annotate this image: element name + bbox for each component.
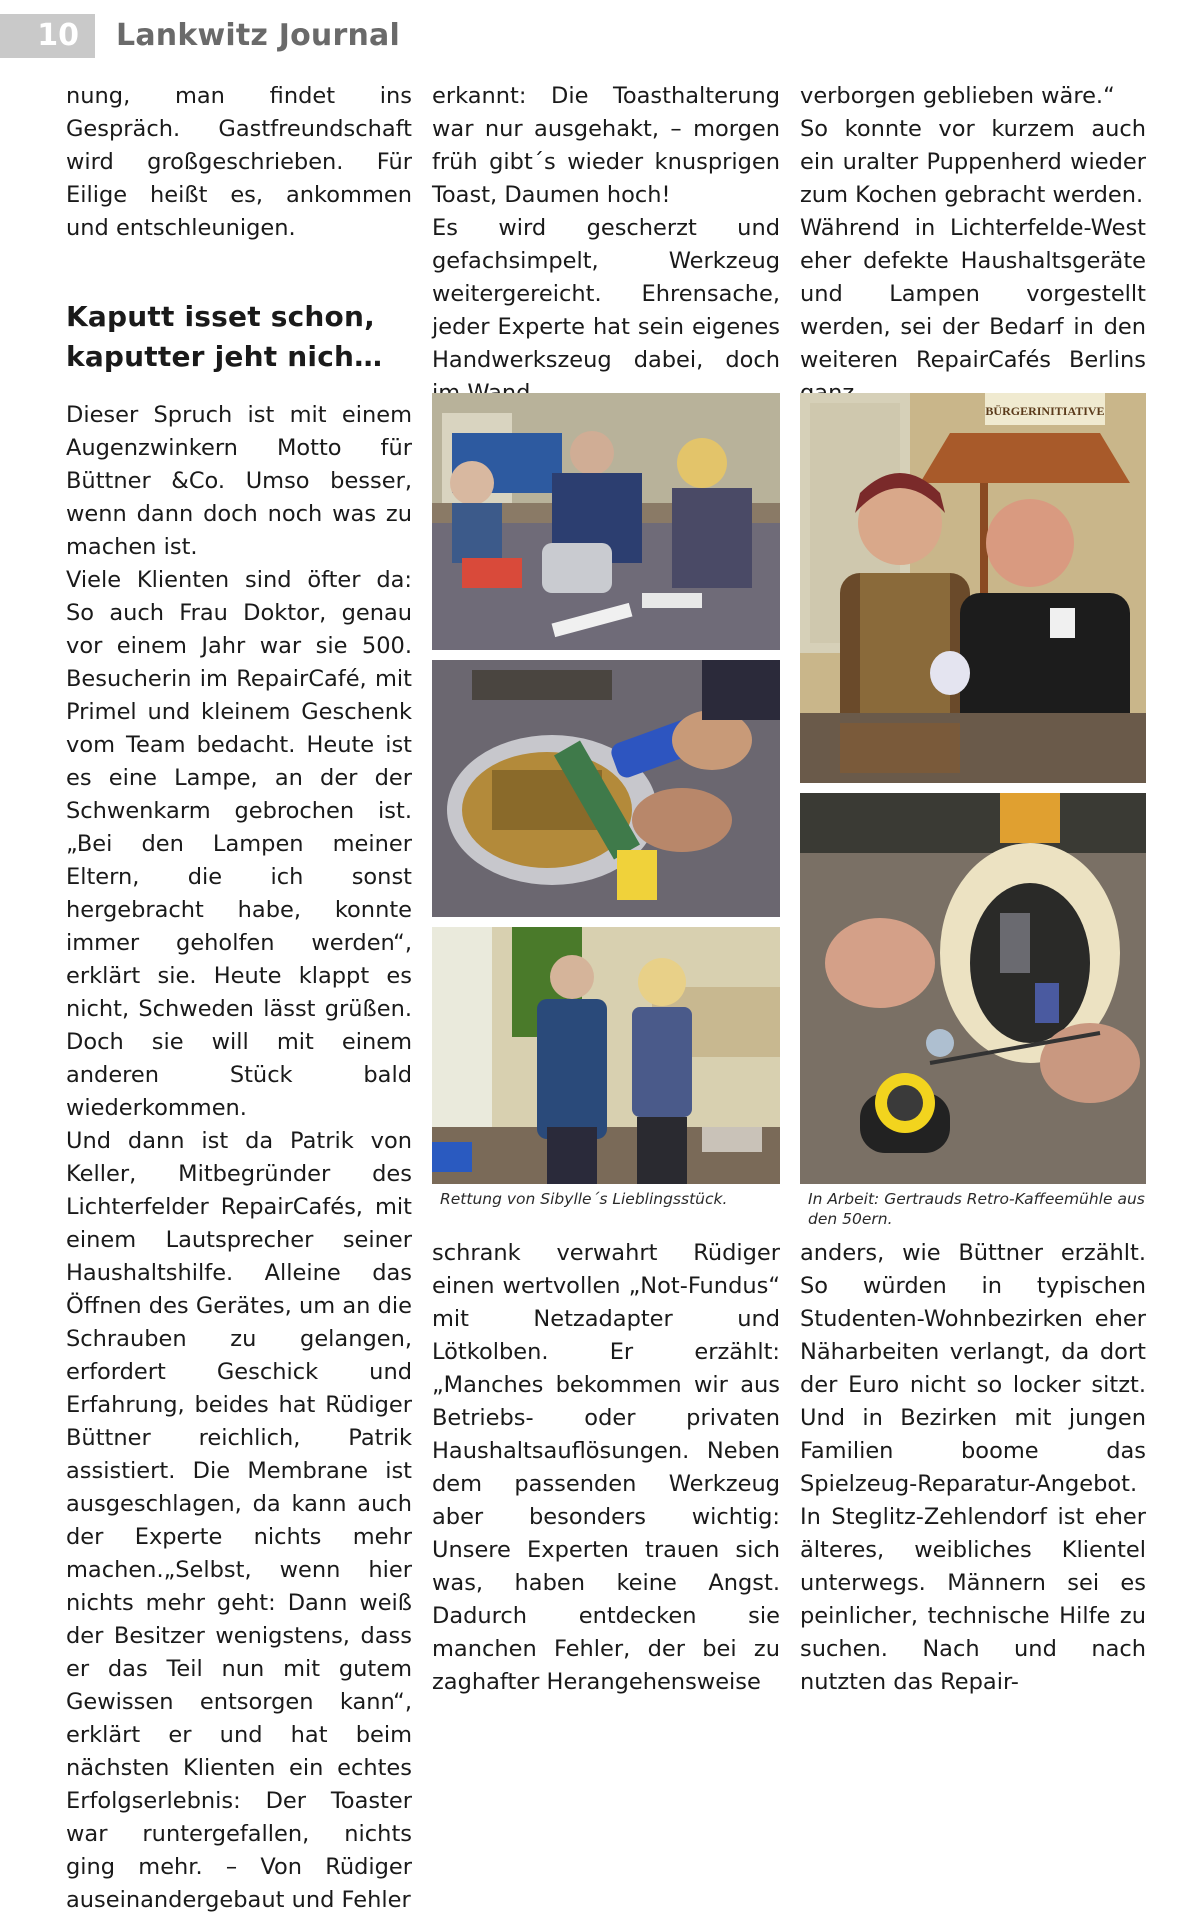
paragraph: schrank verwahrt Rüdiger einen wertvollen „Not-Fundus“ mit Netzadapter und Lötkolben. Er erzählt: „Manches bekommen wir aus Betriebs- oder privaten Haushaltsauflösungen. Neben dem passenden Werkzeug aber besonders wichtig: Unsere Experten trauen sich was, haben keine Angst. Dadurch entdecken sie manchen Fehler, der bei zu zaghafter Herangehensweise bbox=[432, 1240, 780, 1695]
photo-caption: Rettung von Sibylle´s Lieblingsstück. bbox=[440, 1190, 728, 1208]
paragraph: verborgen geblieben wäre.“ bbox=[800, 83, 1115, 109]
section-heading: Kaputt isset schon, kaputter jeht nich… bbox=[66, 300, 383, 373]
photo-speaker-electronics bbox=[432, 660, 780, 917]
paragraph: Während in Lichterfelde-West eher defekte Haushaltsgeräte und Lampen vorgestellt werden, sei der Bedarf in den weiteren RepairCafés Berlins bbox=[800, 215, 1146, 373]
article-column-3-bottom bbox=[800, 1237, 1146, 1699]
paragraph: Viele Klienten sind öfter da: So auch Frau Doktor, genau vor einem Jahr war sie 500. Besucherin im RepairCafé, mit Primel und kleinem Geschenk vom Team bedacht. Heute ist es eine Lampe, an der der Schwenkarm gebrochen ist.„Bei den Lampen meiner Eltern, die ich sonst hergebracht habe, konnte immer geholfen werden“, erklärt sie. Heute klappt es nicht, Schweden lässt grüßen. Doch sie will mit einem anderen Stück bald wiederkommen. bbox=[66, 567, 412, 1121]
photo-caption: In Arbeit: Gertrauds Retro-Kaffeemühle aus den 50ern. bbox=[808, 1190, 1145, 1228]
photo-portrait bbox=[800, 393, 1146, 783]
photo-handshake bbox=[432, 927, 780, 1184]
article-column-2-bottom bbox=[432, 1237, 780, 1699]
paragraph: erkannt: Die Toasthalterung war nur ausgehakt, – morgen früh gibt´s wieder knusprigen Toast, Daumen hoch! bbox=[432, 83, 780, 208]
page-header bbox=[0, 0, 1200, 68]
article-column-3-top bbox=[800, 80, 1146, 410]
paragraph: Es wird gescherzt und gefachsimpelt, Werkzeug weitergereicht. Ehrensache, jeder Experte hat sein eigenes Handwerkszeug dabei, doch bbox=[432, 215, 780, 373]
journal-title: Lankwitz Journal bbox=[116, 18, 400, 53]
paragraph: nung, man findet ins Gespräch. Gastfreundschaft wird großgeschrieben. Für Eilige heißt es, ankommen und entschleunigen. bbox=[66, 83, 412, 241]
article-column-1 bbox=[66, 80, 412, 1917]
paragraph: In Steglitz-Zehlendorf ist eher älteres, weibliches Klientel unterwegs. Männern sei es peinlicher, technische Hilfe zu suchen. Nach und nach nutzten das Repair- bbox=[800, 1504, 1146, 1695]
paragraph: Und dann ist da Patrik von Keller, Mitbegründer des Lichterfelder RepairCafés, mit einem Lautsprecher seiner Haushaltshilfe. Alleine das Öffnen des Gerätes, um an die Schrauben zu gelangen, erfordert Geschick und Erfahrung, beides hat Rüdiger Büttner reichlich, Patrik assistiert. Die Membrane ist ausgeschlagen, da kann auch der Experte nichts mehr machen.„Selbst, wenn hier nichts mehr geht: Dann weiß der Besitzer wenigstens, dass er das Teil nun mit gutem Gewissen entsorgen kann“, erklärt er und hat beim nächsten Klienten ein echtes Erfolgserlebnis: Der Toaster war runtergefallen, nichts ging mehr. – Von Rüdiger auseinandergebaut und Fehler bbox=[66, 1128, 412, 1913]
sign-text: BÜRGERINITIATIVE bbox=[985, 404, 1105, 418]
paragraph: Dieser Spruch ist mit einem Augenzwinkern Motto für Büttner &Co. Umso besser, wenn dann doch noch was zu machen ist. bbox=[66, 402, 412, 560]
paragraph: anders, wie Büttner erzählt. So würden in typischen Studenten-Wohnbezirken eher Näharbeiten verlangt, da dort der Euro nicht so locker sitzt. Und in Bezirken mit jungen Familien boome das Spielzeug-Reparatur-Angebot. bbox=[800, 1240, 1146, 1497]
photo-coffee-grinder bbox=[800, 793, 1146, 1184]
article-column-2-top bbox=[432, 80, 780, 410]
paragraph: So konnte vor kurzem auch ein uralter Puppenherd wieder zum Kochen gebracht werden. bbox=[800, 116, 1146, 208]
page-number: 10 bbox=[0, 14, 95, 58]
photo-repair-table bbox=[432, 393, 780, 650]
